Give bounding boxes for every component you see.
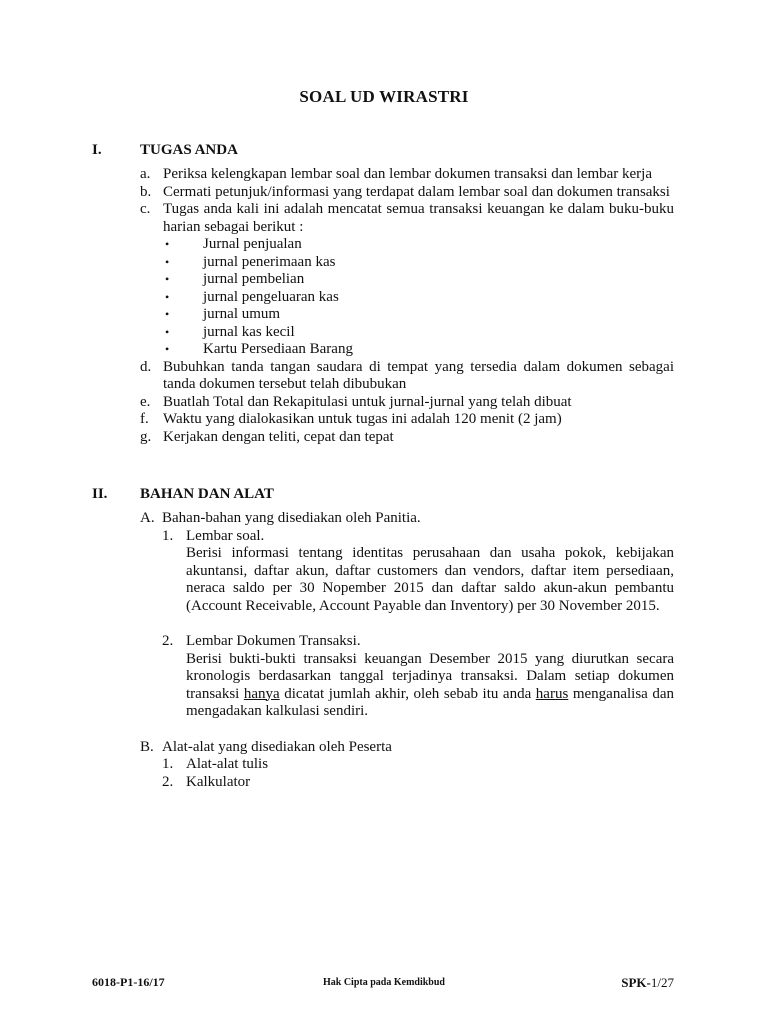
sub-item (162, 774, 674, 792)
item-marker: g. (140, 428, 152, 445)
item-marker: b. (140, 183, 152, 200)
bullet-item: • Jurnal penjualan (165, 236, 302, 252)
sub-title: Alat-alat tulis (186, 756, 269, 772)
item-text: Cermati petunjuk/informasi yang terdapat dalam lembar soal dan dokumen transaksi (163, 183, 670, 200)
sub-description: Berisi bukti-bukti transaksi keuangan Desember 2015 yang diurutkan secara kronologis berdasarkan tanggal terjadinya transaksi. Dalam setiap dokumen transaksi hanya dicatat jumlah akhir, oleh sebab itu anda harus menganalisa dan mengadakan kalkulasi sendiri. (186, 650, 675, 719)
bullet-dot: • (165, 289, 170, 304)
list-item (140, 359, 674, 394)
section-1-number: I. (92, 142, 102, 158)
list-item (140, 411, 674, 429)
footer-page-number: SPK-1/27 (621, 975, 674, 990)
materials-list (140, 510, 674, 791)
item-marker: a. (140, 166, 151, 182)
sub-title: Kalkulator (186, 773, 251, 790)
bullet-dot: • (165, 307, 170, 321)
bullet-dot: • (165, 272, 170, 286)
item-marker: f. (140, 411, 149, 427)
bullet-dot: • (165, 237, 170, 251)
item-text: Kerjakan dengan teliti, cepat dan tepat (163, 428, 394, 445)
list-item (140, 739, 674, 792)
footer-copyright: Hak Cipta pada Kemdikbud (323, 977, 445, 988)
item-marker: c. (140, 201, 151, 217)
bullet-dot: • (165, 324, 170, 339)
sub-marker: 2. (162, 773, 174, 790)
underlined-word: harus (535, 685, 569, 702)
section-1-heading: TUGAS ANDA (140, 142, 238, 158)
sub-description: Berisi informasi tentang identitas perusahaan dan usaha pokok, kebijakan akuntansi, daftar akun, daftar customers dan vendors, daftar item persediaan, neraca saldo per 30 Nopember 2015 dan daftar saldo akun-akun pembantu (Account Receivable, Account Payable dan Inventory) per 30 November 2015. (186, 545, 674, 614)
item-text: Buatlah Total dan Rekapitulasi untuk jurnal-jurnal yang telah dibuat (163, 393, 572, 410)
list-item (140, 166, 674, 184)
bullet-item: • jurnal pembelian (165, 271, 305, 287)
item-marker: A. (140, 510, 155, 526)
item-text: Bubuhkan tanda tangan saudara di tempat yang tersedia dalam dokumen sebagai tanda dokumen tersebut telah dibubukan (163, 358, 674, 392)
section-2-number: II. (92, 486, 108, 502)
item-text: Alat-alat yang disediakan oleh Peserta (162, 738, 392, 755)
page-title: SOAL UD WIRASTRI (299, 87, 469, 106)
list-item (140, 394, 674, 412)
bullet-item: • jurnal penerimaan kas (165, 253, 336, 270)
section-2-heading: BAHAN DAN ALAT (140, 486, 274, 502)
sub-title: Lembar soal. (186, 527, 265, 544)
item-marker: d. (140, 358, 152, 375)
task-list (140, 166, 674, 446)
sub-item (162, 633, 674, 721)
item-text: Periksa kelengkapan lembar soal dan lembar dokumen transaksi dan lembar kerja (163, 166, 652, 182)
footer-doc-code: 6018-P1-16/17 (92, 975, 165, 989)
bullet-dot: • (165, 254, 170, 269)
list-item (140, 510, 674, 721)
list-item (140, 429, 674, 447)
list-item (140, 184, 674, 202)
list-item (140, 201, 674, 359)
item-text: Waktu yang dialokasikan untuk tugas ini adalah 120 menit (2 jam) (163, 411, 562, 427)
sub-item (162, 756, 674, 774)
bullet-dot: • (165, 342, 170, 356)
item-text: Bahan-bahan yang disediakan oleh Panitia. (162, 510, 421, 526)
bullet-item: • jurnal kas kecil (165, 323, 295, 340)
item-marker: e. (140, 393, 151, 410)
bullet-item: • Kartu Persediaan Barang (165, 341, 353, 357)
bullet-item: • jurnal pengeluaran kas (165, 288, 339, 305)
sub-marker: 2. (162, 633, 174, 649)
sub-item (162, 528, 674, 616)
underlined-word: hanya (243, 685, 280, 702)
sub-marker: 1. (162, 527, 174, 544)
bullet-item: • jurnal umum (165, 306, 281, 322)
item-text: Tugas anda kali ini adalah mencatat semua transaksi keuangan ke dalam buku-buku harian sebagai berikut : (163, 201, 674, 235)
item-marker: B. (140, 738, 154, 755)
journal-bullet-list (163, 236, 674, 359)
sub-marker: 1. (162, 756, 174, 772)
sub-title: Lembar Dokumen Transaksi. (186, 633, 361, 649)
